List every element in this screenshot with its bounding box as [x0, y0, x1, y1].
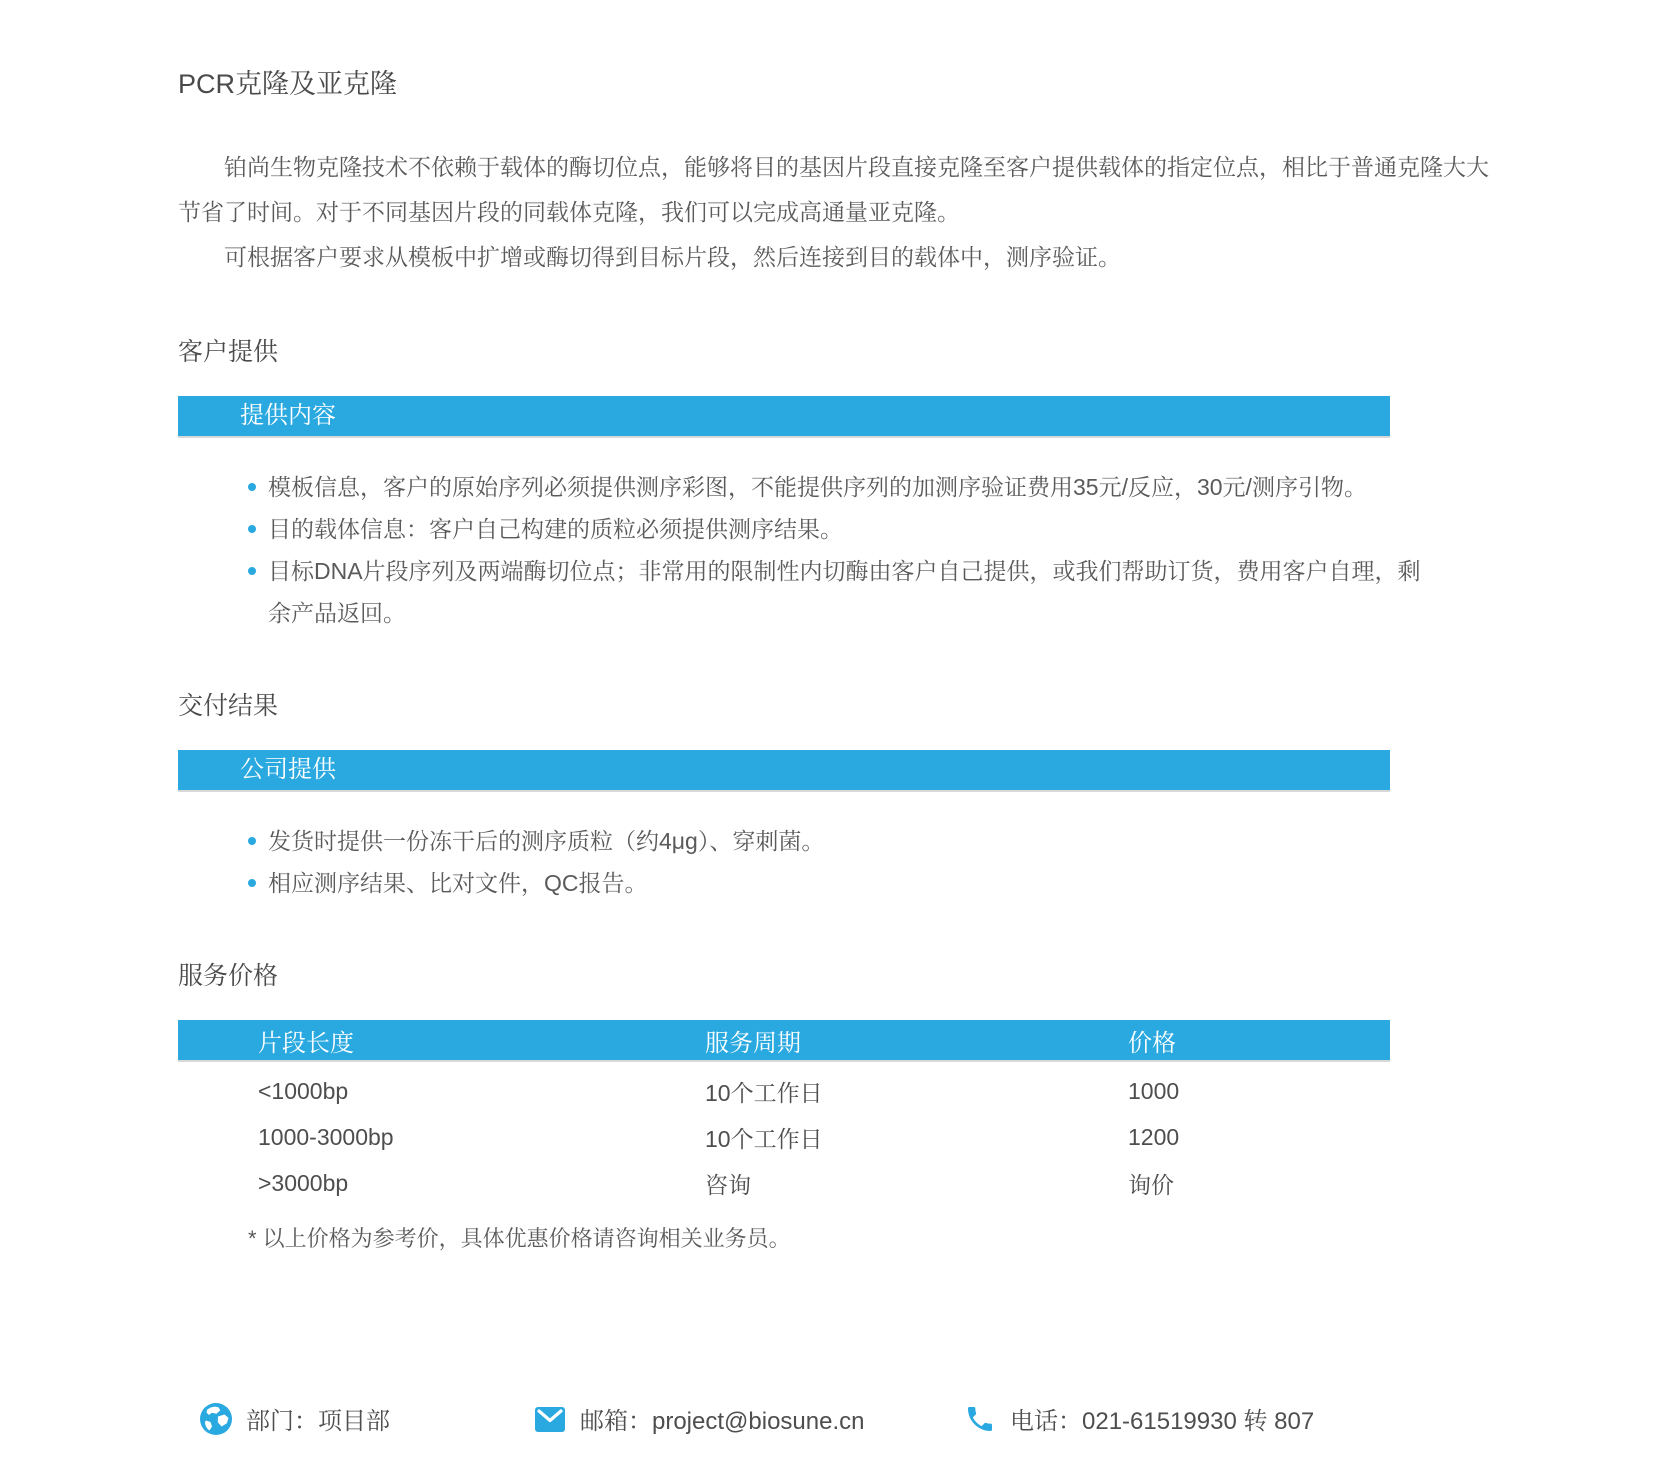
section-heading-delivery: 交付结果: [178, 692, 279, 720]
cell-fragment-length: >3000bp: [258, 1169, 349, 1196]
footer-department-text: 部门：项目部: [246, 1408, 390, 1435]
price-table-header-row: [178, 1020, 1390, 1060]
customer-bullet-list: [248, 466, 1428, 634]
price-table: [178, 1020, 1390, 1206]
list-item: [248, 862, 1428, 904]
company-provide-bar: [178, 750, 1390, 790]
section-heading-pricing: 服务价格: [178, 962, 279, 990]
intro-paragraph-2: 可根据客户要求从模板中扩增或酶切得到目标片段，然后连接到目的载体中，测序验证。: [224, 244, 1121, 270]
mail-icon: [534, 1403, 566, 1435]
cell-fragment-length: <1000bp: [258, 1077, 349, 1104]
list-item-text: 模板信息，客户的原始序列必须提供测序彩图，不能提供序列的加测序验证费用35元/反应，30元/测序引物。: [268, 474, 1367, 500]
customer-provide-bar-label: 提供内容: [240, 402, 336, 429]
bullet-dot-icon: [248, 837, 256, 845]
list-item-text: 相应测序结果、比对文件，QC报告。: [268, 870, 648, 896]
bullet-dot-icon: [248, 567, 256, 575]
globe-icon: [200, 1403, 232, 1435]
list-item: [248, 550, 1428, 634]
footer-email-text: 邮箱：project@biosune.cn: [580, 1408, 865, 1435]
list-item-text: 目的载体信息：客户自己构建的质粒必须提供测序结果。: [268, 516, 843, 542]
column-header: 价格: [1128, 1029, 1176, 1057]
table-row: [178, 1160, 1390, 1206]
cell-service-period: 10个工作日: [705, 1125, 823, 1152]
cell-service-period: 10个工作日: [705, 1079, 823, 1106]
bullet-dot-icon: [248, 483, 256, 491]
table-row: [178, 1068, 1390, 1114]
price-note: * 以上价格为参考价，具体优惠价格请咨询相关业务员。: [248, 1226, 791, 1251]
list-item-text: 目标DNA片段序列及两端酶切位点；非常用的限制性内切酶由客户自己提供，或我们帮助订货，费用客户自理，剩余产品返回。: [268, 558, 1421, 626]
list-item: [248, 508, 1428, 550]
list-item: [248, 466, 1428, 508]
phone-icon: [964, 1403, 996, 1435]
table-row: [178, 1114, 1390, 1160]
delivery-bullet-list: [248, 820, 1428, 904]
bullet-dot-icon: [248, 525, 256, 533]
cell-fragment-length: 1000-3000bp: [258, 1123, 394, 1150]
cell-service-period: 咨询: [705, 1171, 751, 1198]
cell-price: 1000: [1128, 1077, 1180, 1104]
footer-phone-text: 电话：021-61519930 转 807: [1010, 1408, 1315, 1435]
company-provide-bar-label: 公司提供: [240, 756, 336, 783]
bullet-dot-icon: [248, 879, 256, 887]
column-header: 服务周期: [705, 1029, 801, 1057]
column-header: 片段长度: [258, 1029, 354, 1057]
page-title: PCR克隆及亚克隆: [178, 69, 398, 99]
footer-contact-bar: [178, 1401, 1675, 1471]
footer-phone: [964, 1401, 1314, 1436]
intro-text: [178, 145, 1508, 280]
section-heading-customer: 客户提供: [178, 338, 279, 366]
customer-provide-bar: [178, 396, 1390, 436]
intro-paragraph-1: 铂尚生物克隆技术不依赖于载体的酶切位点，能够将目的基因片段直接克隆至客户提供载体的指定位点，相比于普通克隆大大节省了时间。对于不同基因片段的同载体克隆，我们可以完成高通量亚克隆。: [178, 154, 1489, 225]
price-table-body: [178, 1060, 1390, 1206]
footer-department: [200, 1401, 390, 1436]
cell-price: 询价: [1128, 1171, 1174, 1198]
list-item-text: 发货时提供一份冻干后的测序质粒（约4μg）、穿刺菌。: [268, 828, 825, 854]
cell-price: 1200: [1128, 1123, 1180, 1150]
footer-email: [534, 1401, 864, 1436]
list-item: [248, 820, 1428, 862]
